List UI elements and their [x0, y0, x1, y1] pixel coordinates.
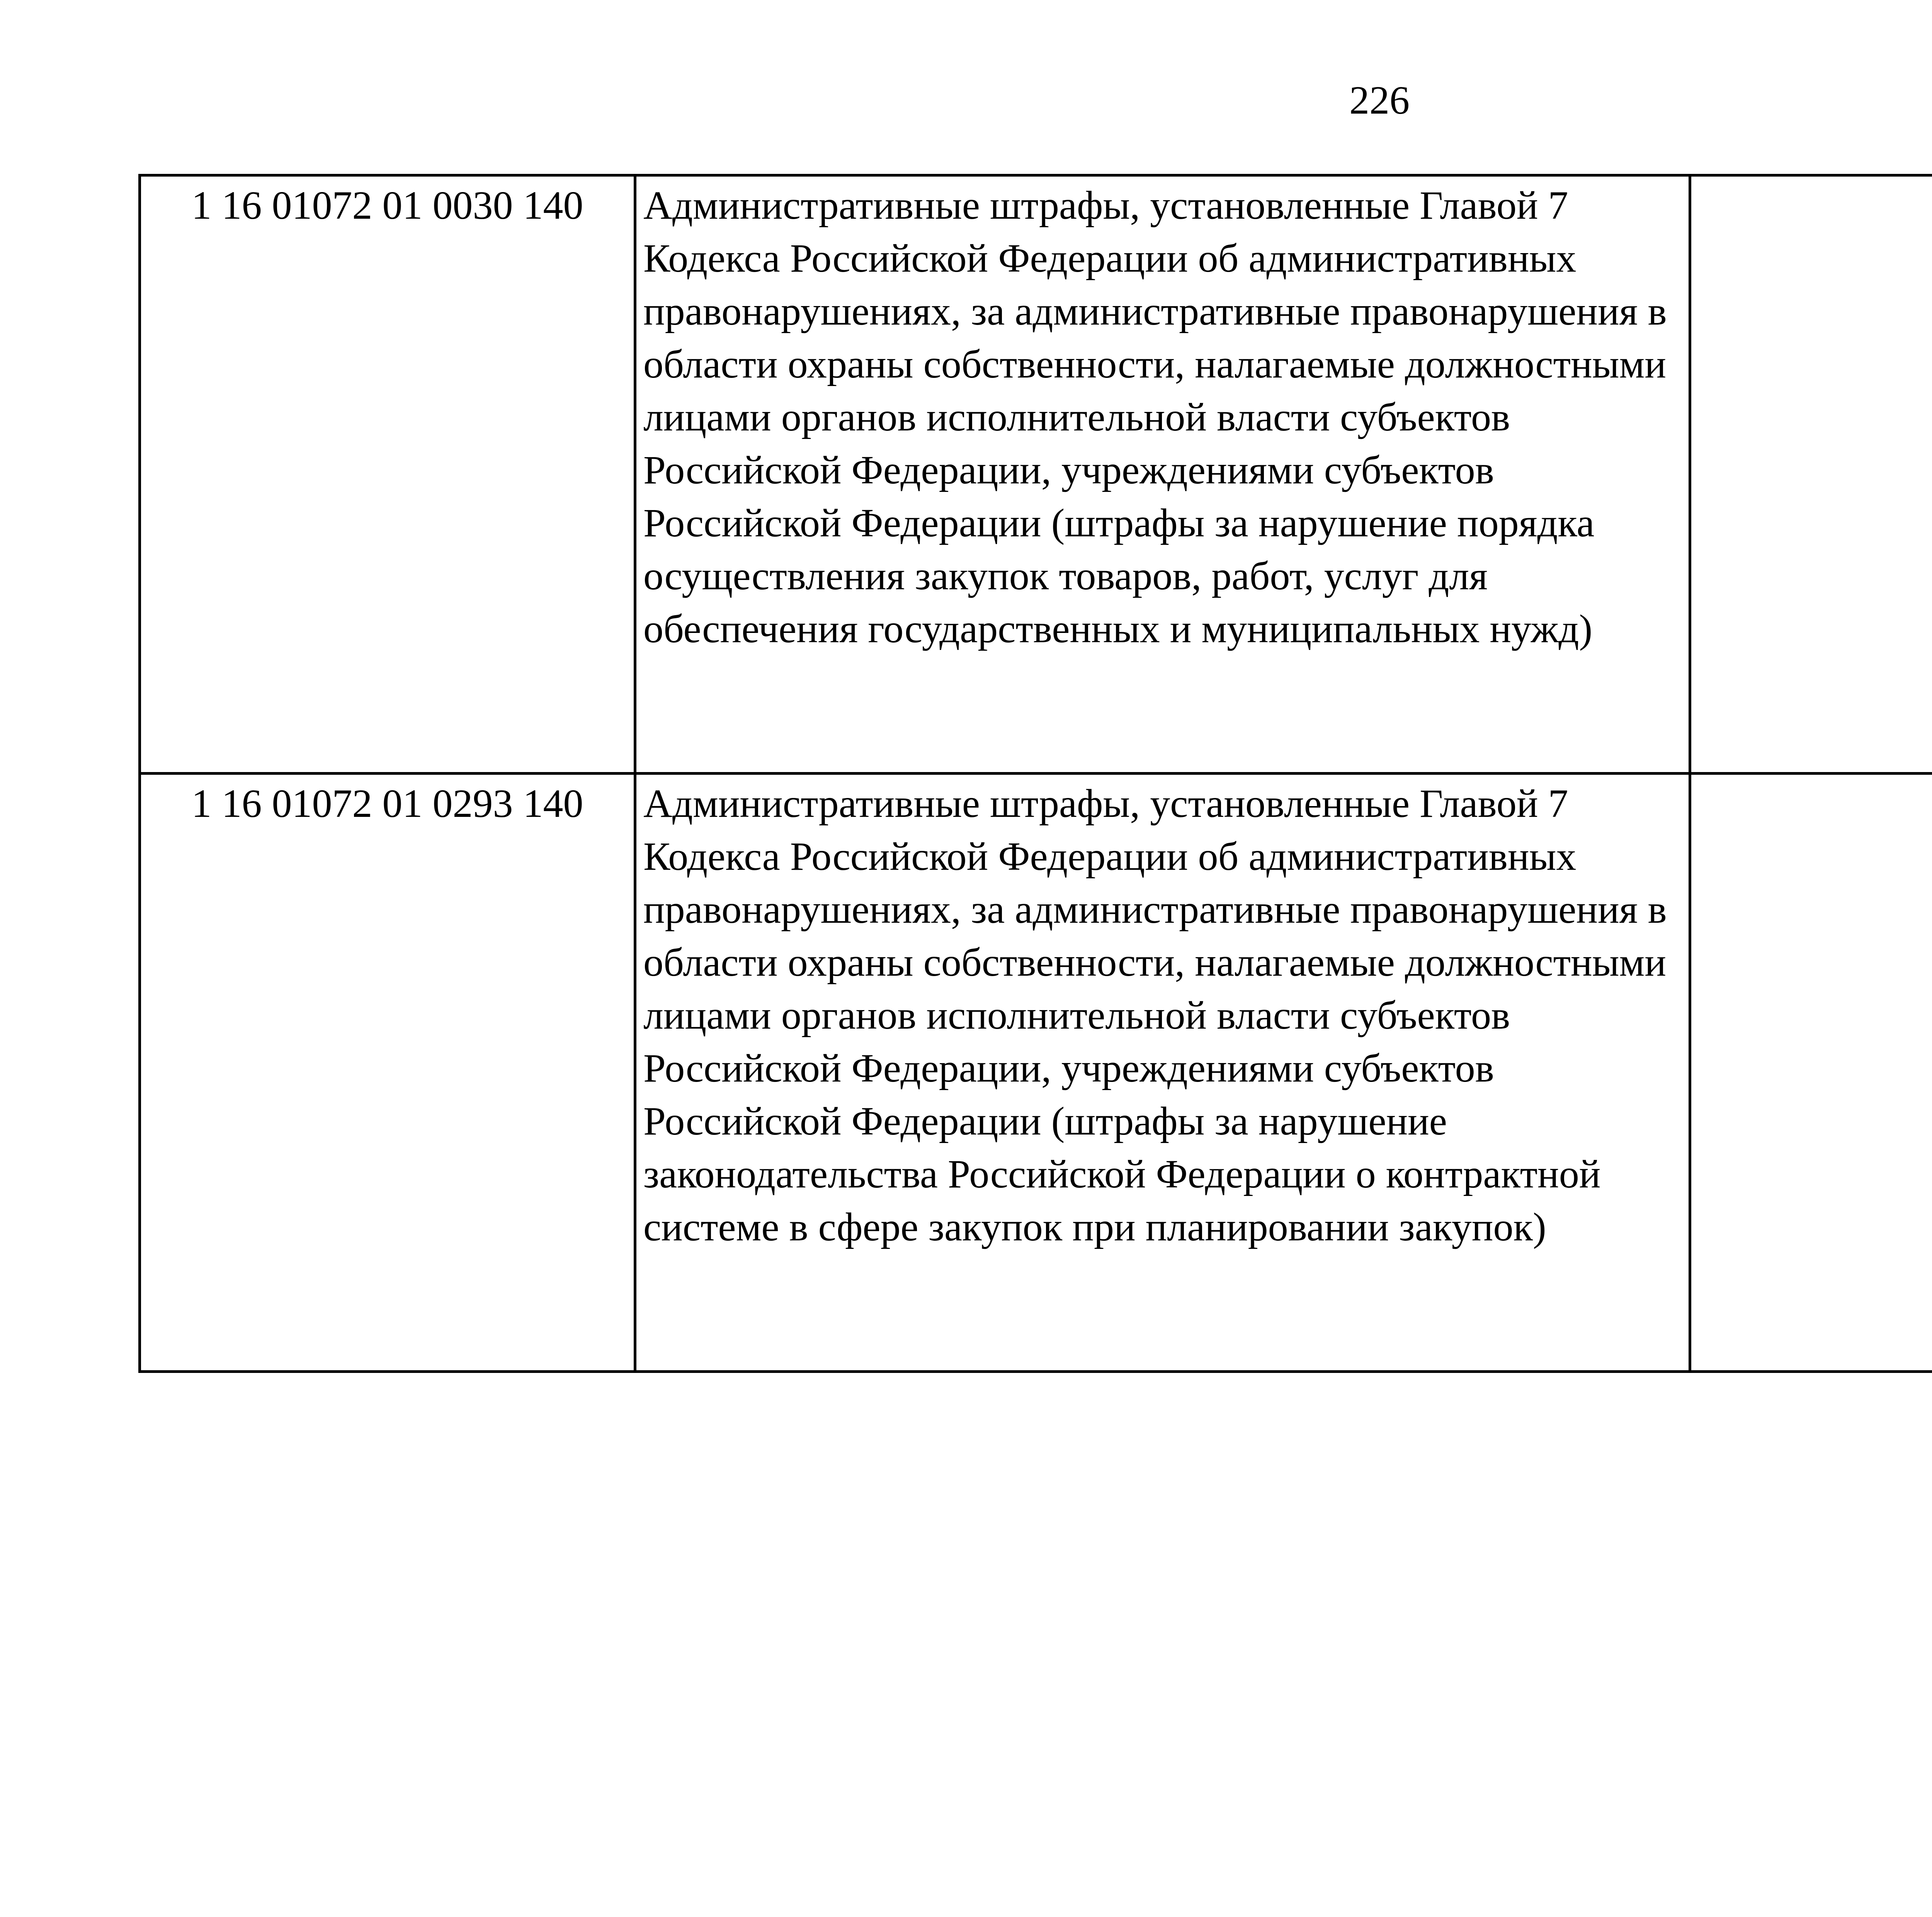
table-row	[140, 175, 1932, 774]
description-cell: Административные штрафы, установленные Главой 7 Кодекса Российской Федерации об административных правонарушениях, за административные правонарушения в области охраны собственности, налагаемые должностными лицами органов исполнительной власти субъектов Российской Федерации, учреждениями субъектов Российской Федерации (штрафы за нарушение законодательства Российской Федерации о контрактной системе в сфере закупок при планировании закупок)	[635, 774, 1690, 1372]
budget-code-cell: 1 16 01072 01 0293 140	[140, 774, 635, 1372]
budget-code-cell: 1 16 01072 01 0030 140	[140, 175, 635, 774]
description-cell: Административные штрафы, установленные Главой 7 Кодекса Российской Федерации об административных правонарушениях, за административные правонарушения в области охраны собственности, налагаемые должностными лицами органов исполнительной власти субъектов Российской Федерации, учреждениями субъектов Российской Федерации (штрафы за нарушение порядка осуществления закупок товаров, работ, услуг для обеспечения государственных и муниципальных нужд)	[635, 175, 1690, 774]
table-row	[140, 774, 1932, 1372]
budget-revenue-table	[138, 174, 1932, 1373]
page-number: 226	[1349, 78, 1410, 122]
amount-cell-year-1	[1690, 175, 1932, 774]
amount-cell-year-1	[1690, 774, 1932, 1372]
